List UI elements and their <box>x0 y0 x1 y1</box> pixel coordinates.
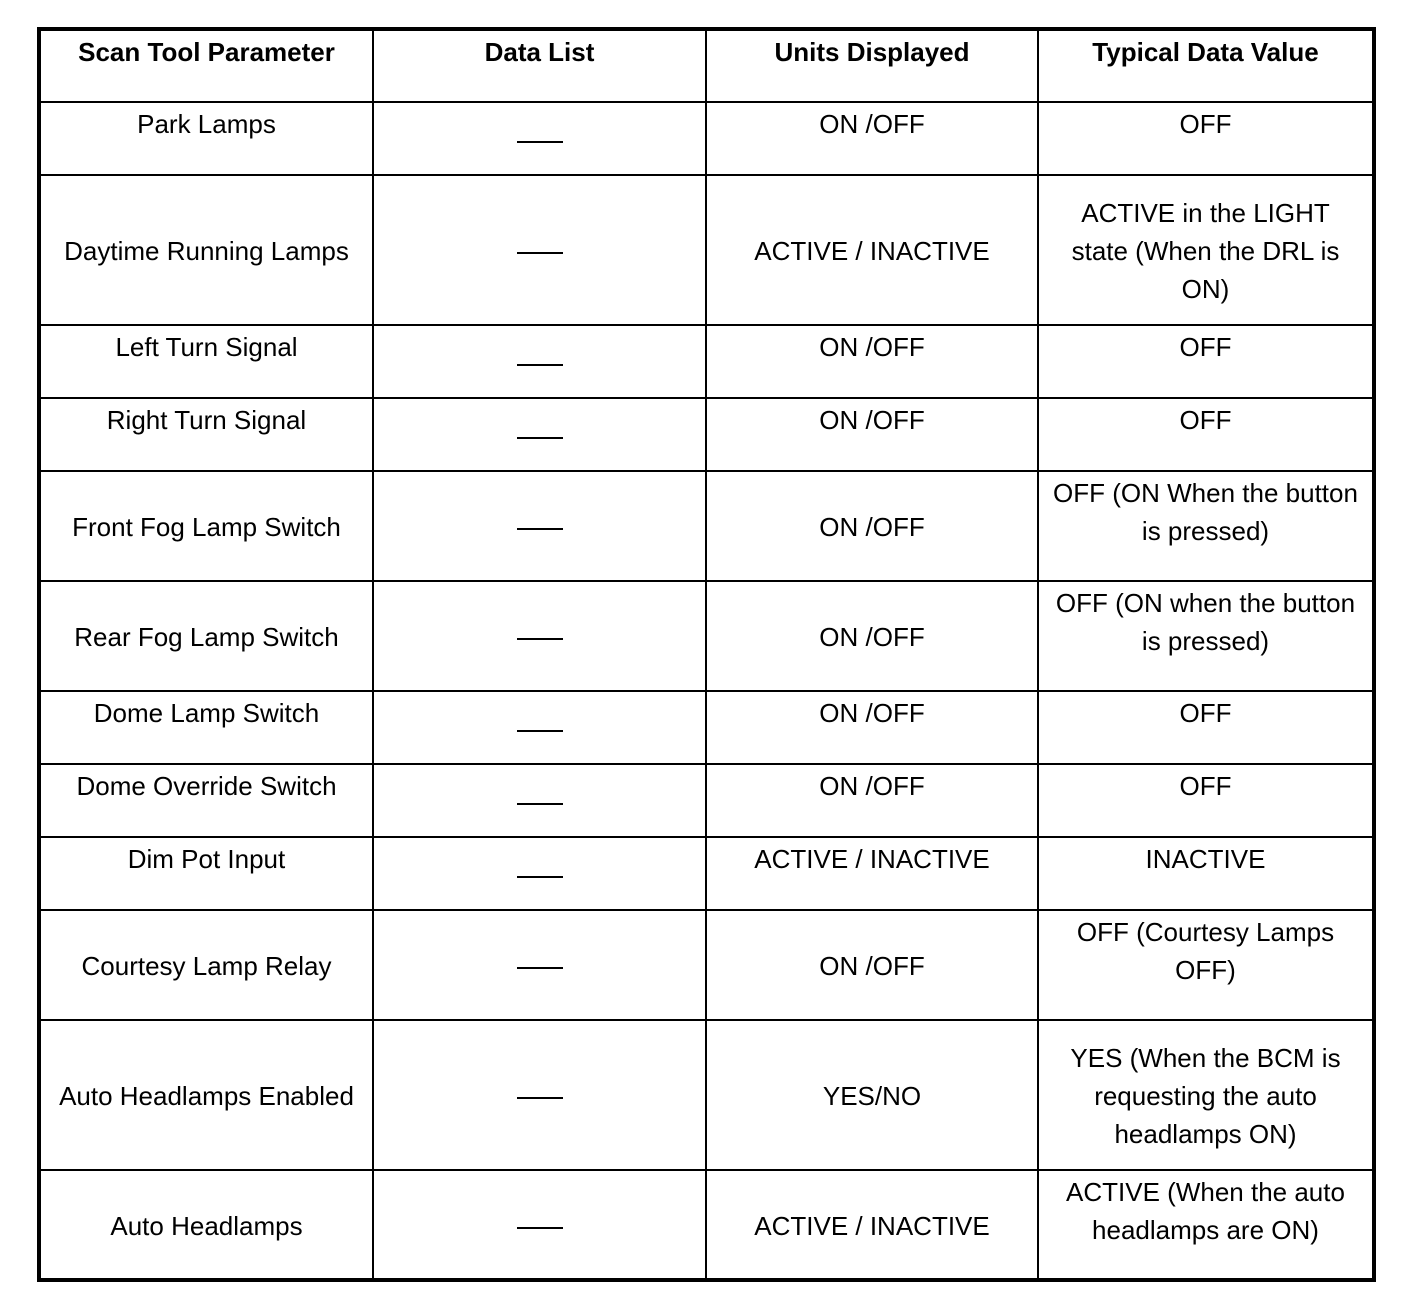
data-list-cell <box>373 837 706 910</box>
table-row <box>39 471 1374 581</box>
data-list-cell <box>373 1020 706 1170</box>
units-cell: ACTIVE / INACTIVE <box>706 1170 1038 1280</box>
table-row <box>39 764 1374 837</box>
units-cell: ON /OFF <box>706 471 1038 581</box>
typical-value-cell: INACTIVE <box>1038 837 1374 910</box>
units-cell: ON /OFF <box>706 691 1038 764</box>
parameter-cell: Daytime Running Lamps <box>39 175 373 325</box>
table-header-row <box>39 29 1374 102</box>
typical-value-cell: OFF (ON When the button is pressed) <box>1038 471 1374 581</box>
data-list-cell <box>373 175 706 325</box>
parameter-cell: Left Turn Signal <box>39 325 373 398</box>
typical-value-cell: ACTIVE (When the auto headlamps are ON) <box>1038 1170 1374 1280</box>
table-row <box>39 581 1374 691</box>
data-list-cell <box>373 764 706 837</box>
dash-placeholder <box>517 730 563 732</box>
dash-placeholder <box>517 364 563 366</box>
table-row <box>39 102 1374 175</box>
dash-placeholder <box>517 1097 563 1099</box>
units-cell: ON /OFF <box>706 398 1038 471</box>
dash-placeholder <box>517 967 563 969</box>
units-cell: ACTIVE / INACTIVE <box>706 837 1038 910</box>
header-typical-data-value: Typical Data Value <box>1038 29 1374 102</box>
dash-placeholder <box>517 141 563 143</box>
dash-placeholder <box>517 1227 563 1229</box>
units-cell: ON /OFF <box>706 581 1038 691</box>
data-list-cell <box>373 325 706 398</box>
dash-placeholder <box>517 803 563 805</box>
units-cell: ACTIVE / INACTIVE <box>706 175 1038 325</box>
parameter-cell: Dome Lamp Switch <box>39 691 373 764</box>
dash-placeholder <box>517 252 563 254</box>
table-row <box>39 837 1374 910</box>
units-cell: ON /OFF <box>706 102 1038 175</box>
data-list-cell <box>373 691 706 764</box>
header-scan-tool-parameter: Scan Tool Parameter <box>39 29 373 102</box>
data-list-cell <box>373 398 706 471</box>
dash-placeholder <box>517 437 563 439</box>
header-data-list: Data List <box>373 29 706 102</box>
units-cell: ON /OFF <box>706 764 1038 837</box>
header-units-displayed: Units Displayed <box>706 29 1038 102</box>
units-cell: ON /OFF <box>706 325 1038 398</box>
typical-value-cell: ACTIVE in the LIGHT state (When the DRL is ON) <box>1038 175 1374 325</box>
typical-value-cell: OFF (Courtesy Lamps OFF) <box>1038 910 1374 1020</box>
typical-value-cell: OFF <box>1038 398 1374 471</box>
table-row <box>39 1020 1374 1170</box>
parameter-cell: Front Fog Lamp Switch <box>39 471 373 581</box>
typical-value-cell: OFF <box>1038 102 1374 175</box>
parameter-cell: Dome Override Switch <box>39 764 373 837</box>
parameter-cell: Courtesy Lamp Relay <box>39 910 373 1020</box>
parameter-cell: Rear Fog Lamp Switch <box>39 581 373 691</box>
typical-value-cell: OFF <box>1038 691 1374 764</box>
typical-value-cell: YES (When the BCM is requesting the auto headlamps ON) <box>1038 1020 1374 1170</box>
table-row <box>39 691 1374 764</box>
dash-placeholder <box>517 638 563 640</box>
table-row <box>39 910 1374 1020</box>
data-list-cell <box>373 581 706 691</box>
table-row <box>39 398 1374 471</box>
data-list-cell <box>373 102 706 175</box>
typical-value-cell: OFF <box>1038 764 1374 837</box>
data-list-cell <box>373 1170 706 1280</box>
data-list-cell <box>373 910 706 1020</box>
table-row <box>39 175 1374 325</box>
data-list-cell <box>373 471 706 581</box>
parameter-cell: Auto Headlamps <box>39 1170 373 1280</box>
parameter-cell: Right Turn Signal <box>39 398 373 471</box>
typical-value-cell: OFF <box>1038 325 1374 398</box>
dash-placeholder <box>517 876 563 878</box>
parameter-cell: Dim Pot Input <box>39 837 373 910</box>
parameter-cell: Park Lamps <box>39 102 373 175</box>
typical-value-cell: OFF (ON when the button is pressed) <box>1038 581 1374 691</box>
scan-tool-data-table <box>37 27 1376 1282</box>
table-row <box>39 1170 1374 1280</box>
parameter-cell: Auto Headlamps Enabled <box>39 1020 373 1170</box>
units-cell: YES/NO <box>706 1020 1038 1170</box>
table-row <box>39 325 1374 398</box>
units-cell: ON /OFF <box>706 910 1038 1020</box>
dash-placeholder <box>517 528 563 530</box>
